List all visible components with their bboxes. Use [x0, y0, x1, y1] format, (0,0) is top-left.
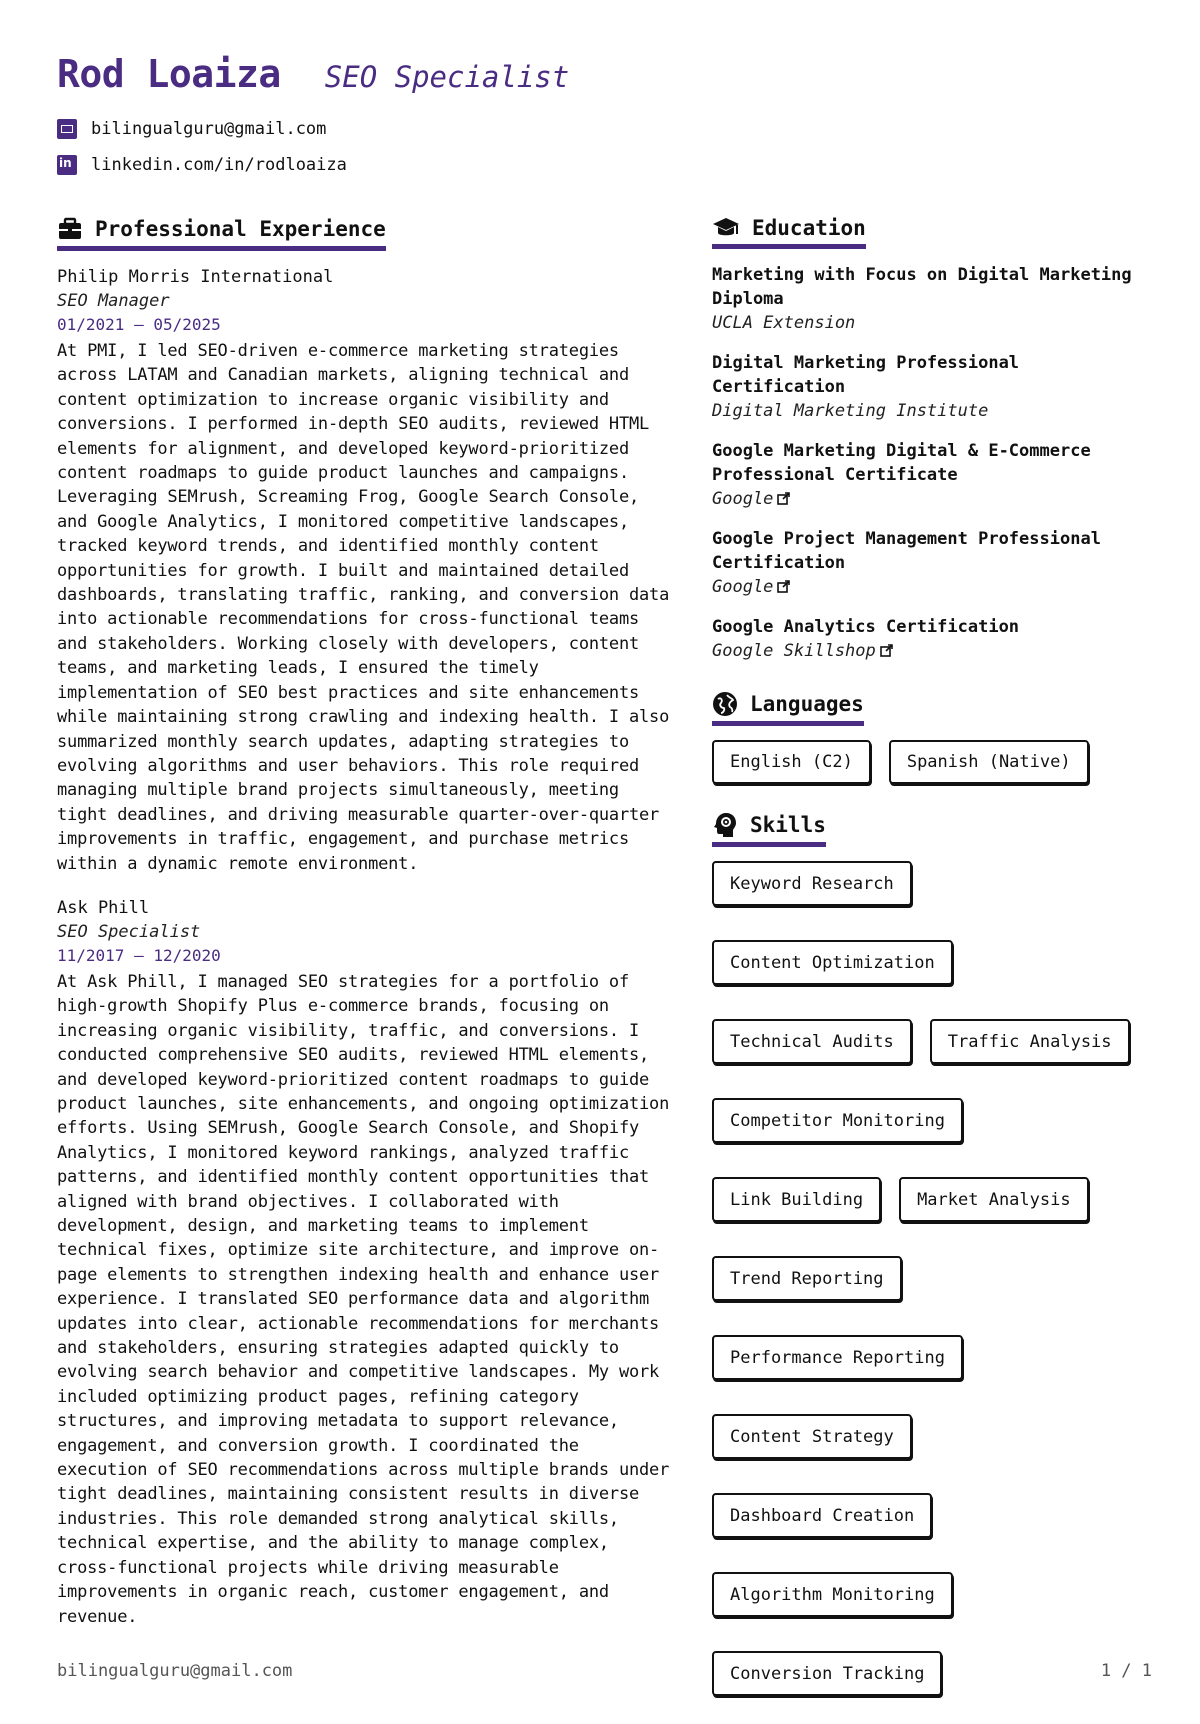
external-link-icon[interactable] — [777, 580, 790, 593]
graduation-cap-icon — [712, 216, 740, 240]
skill-tag: Competitor Monitoring — [712, 1098, 963, 1143]
job-description: At PMI, I led SEO-driven e-commerce marketing strategies across LATAM and Canadian markets, aligning technical and content optimization to increase organic visibility and conversions. I performed in-depth SEO audits, reviewed HTML elements for alignment, and developed keyword-prioritized content roadmaps to guide product launches and campaigns. Leveraging SEMrush, Screaming Frog, Google Search Console, and Google Analytics, I monitored competitive landscapes, tracked keyword trends, and identified monthly content opportunities for growth. I built and maintained detailed dashboards, translating traffic, ranking, and conversion data into actionable recommendations for cross-functional teams and stakeholders. Working closely with developers, content teams, and marketing leads, I ensured the timely implementation of SEO best practices and site enhancements while maintaining strong crawling and indexing health. I also summarized monthly search updates, adapting strategies to evolving algorithms and user behaviors. This role required managing multiple brand projects simultaneously, meeting tight deadlines, and driving measurable quarter-over-quarter improvements in traffic, engagement, and purchase metrics within a dynamic remote environment. — [57, 341, 670, 874]
globe-icon — [712, 691, 738, 717]
education-section-header — [712, 216, 866, 249]
education-title: Marketing with Focus on Digital Marketing Diploma — [712, 265, 1132, 309]
education-org: UCLA Extension — [712, 313, 856, 333]
languages-heading: Languages — [750, 692, 864, 716]
briefcase-icon — [57, 216, 83, 242]
skill-tag: Algorithm Monitoring — [712, 1572, 953, 1617]
skill-tag: Link Building — [712, 1177, 881, 1222]
education-org-link[interactable] — [712, 487, 1162, 511]
education-entry — [712, 263, 1162, 335]
right-column — [712, 216, 1162, 1724]
education-org: Digital Marketing Institute — [712, 401, 989, 421]
job-role: SEO Manager — [57, 291, 170, 311]
education-entry — [712, 351, 1162, 423]
job-entry — [57, 265, 677, 876]
skills-list — [712, 861, 1162, 1696]
education-entry — [712, 527, 1162, 599]
left-column — [57, 216, 677, 1649]
skill-tag: Keyword Research — [712, 861, 912, 906]
job-role: SEO Specialist — [57, 921, 201, 942]
skills-heading: Skills — [750, 813, 826, 837]
skill-tag: Market Analysis — [899, 1177, 1089, 1222]
education-entry — [712, 615, 1162, 663]
linkedin-text[interactable]: linkedin.com/in/rodloaiza — [91, 155, 347, 175]
languages-section-header — [712, 691, 864, 726]
skill-tag: Technical Audits — [712, 1019, 912, 1064]
experience-heading: Professional Experience — [95, 217, 386, 241]
job-dates: 11/2017 – 12/2020 — [57, 945, 221, 965]
job-description: At Ask Phill, I managed SEO strategies for a portfolio of high-growth Shopify Plus e-commerce brands, focusing on increasing organic visibility, traffic, and conversions. I conducted comprehensive SEO audits, reviewed HTML elements, and developed keyword-prioritized content roadmaps to guide product launches, site enhancements, and ongoing optimization efforts. Using SEMrush, Google Search Console, and Shopify Analytics, I monitored keyword rankings, analyzed traffic patterns, and identified monthly content opportunities that aligned with brand objectives. I collaborated with development, design, and marketing teams to implement technical fixes, optimize site architecture, and improve on-page elements to strengthen indexing health and enhance user experience. I translated SEO performance data and algorithm updates into clear, actionable recommendations for merchants and stakeholders, ensuring strategies adapted quickly to evolving search behavior and competitive landscapes. My work included optimizing product pages, refining category structures, and improving metadata to support relevance, engagement, and conversion growth. I coordinated the execution of SEO recommendations across multiple brands under tight deadlines, maintaining consistent results in diverse industries. This role demanded strong analytical skills, technical expertise, and the ability to manage complex, cross-functional projects while driving measurable improvements in organic reach, customer engagement, and revenue. — [57, 971, 670, 1627]
job-company: Philip Morris International — [57, 267, 334, 287]
skill-tag: Dashboard Creation — [712, 1493, 932, 1538]
job-company: Ask Phill — [57, 897, 150, 918]
languages-list — [712, 740, 1162, 784]
education-entry — [712, 439, 1162, 511]
skill-tag: Performance Reporting — [712, 1335, 963, 1380]
mail-icon — [57, 119, 77, 139]
skill-tag: Conversion Tracking — [712, 1651, 942, 1696]
linkedin-icon — [57, 155, 77, 175]
head-gears-icon — [712, 812, 738, 838]
education-org[interactable]: Google — [712, 577, 774, 597]
external-link-icon[interactable] — [880, 644, 893, 657]
education-title: Google Analytics Certification — [712, 617, 1020, 637]
skill-tag: Trend Reporting — [712, 1256, 902, 1301]
skills-section-header — [712, 812, 826, 847]
language-tag: Spanish (Native) — [889, 740, 1089, 784]
education-title: Google Marketing Digital & E-Commerce Professional Certificate — [712, 441, 1091, 485]
job-entry — [57, 896, 677, 1629]
experience-section-header — [57, 216, 386, 251]
language-tag: English (C2) — [712, 740, 871, 784]
page-number: 1 / 1 — [1100, 1661, 1152, 1681]
education-title: Digital Marketing Professional Certification — [712, 353, 1020, 397]
skill-tag: Content Optimization — [712, 940, 953, 985]
footer-email: bilingualguru@gmail.com — [57, 1661, 293, 1681]
education-org-link[interactable] — [712, 575, 1162, 599]
candidate-title: SEO Specialist — [324, 60, 570, 94]
education-title: Google Project Management Professional Certification — [712, 529, 1101, 573]
resume-header — [57, 52, 569, 96]
contact-email[interactable] — [57, 119, 326, 139]
contact-linkedin[interactable] — [57, 155, 347, 175]
education-org-link[interactable] — [712, 639, 1162, 663]
education-org[interactable]: Google Skillshop — [712, 641, 876, 661]
candidate-name: Rod Loaiza — [57, 52, 281, 96]
skill-tag: Traffic Analysis — [930, 1019, 1130, 1064]
education-heading: Education — [752, 216, 866, 240]
education-org[interactable]: Google — [712, 489, 774, 509]
skill-tag: Content Strategy — [712, 1414, 912, 1459]
job-dates: 01/2021 – 05/2025 — [57, 315, 221, 334]
external-link-icon[interactable] — [777, 492, 790, 505]
email-text[interactable]: bilingualguru@gmail.com — [91, 119, 327, 139]
